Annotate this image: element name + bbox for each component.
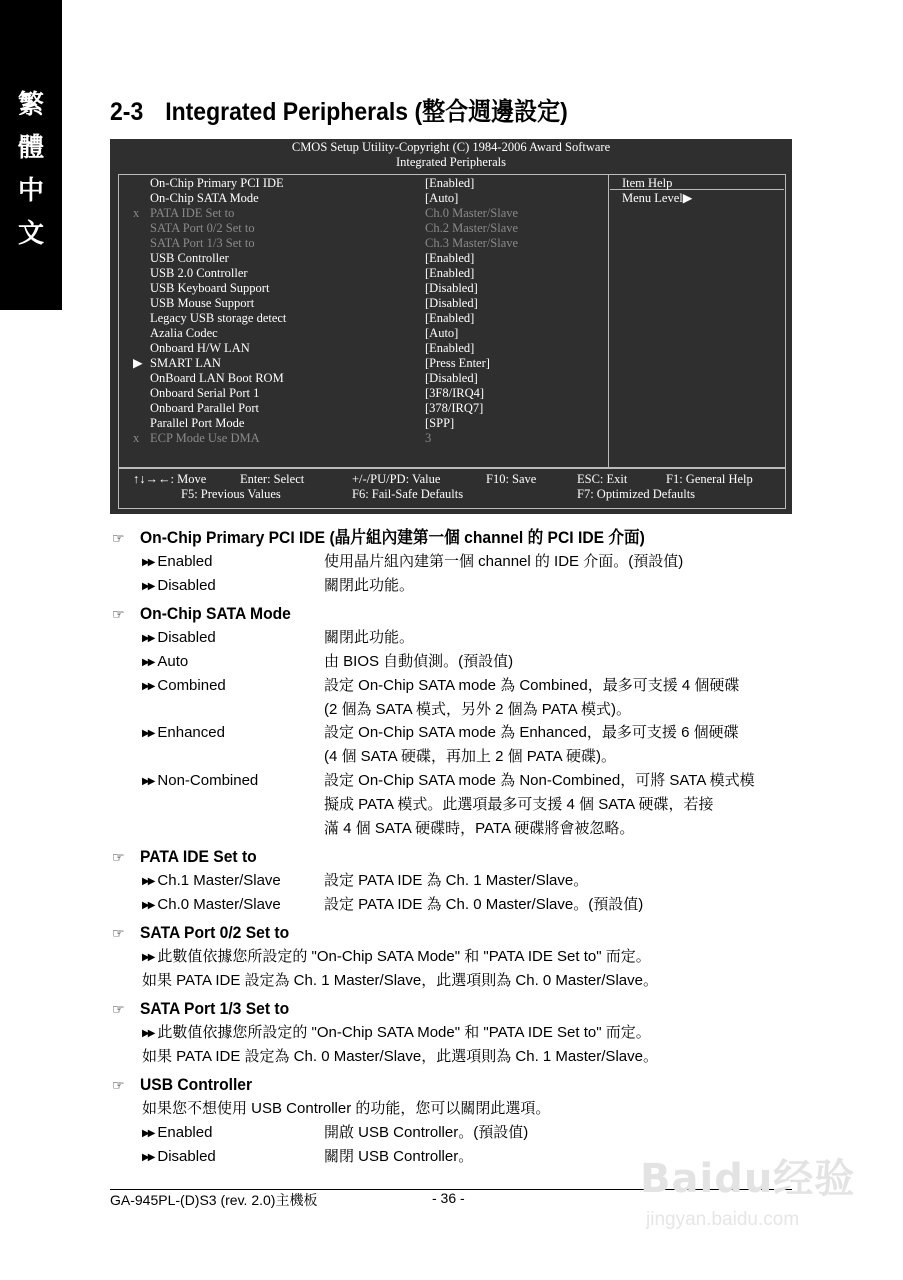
- bios-option-label: Onboard H/W LAN: [150, 341, 250, 355]
- option-combined: ▶▶ Combined: [142, 676, 226, 697]
- option-enhanced: ▶▶ Enhanced: [142, 723, 225, 744]
- bios-option-value[interactable]: [Enabled]: [425, 251, 475, 265]
- section-number: 2-3: [110, 98, 144, 126]
- double-arrow-icon: ▶▶: [142, 1028, 154, 1039]
- bios-option-value[interactable]: [Disabled]: [425, 296, 478, 310]
- bios-option-label: USB Mouse Support: [150, 296, 255, 310]
- row-marker: x: [133, 431, 140, 445]
- key-help-failsafe: F6: Fail-Safe Defaults: [352, 487, 464, 501]
- key-help-exit: ESC: Exit: [577, 472, 628, 486]
- key-help-select: Enter: Select: [240, 472, 305, 486]
- option-disabled: ▶▶ Disabled: [142, 1147, 216, 1168]
- double-arrow-icon: ▶▶: [142, 581, 154, 592]
- pointing-hand-icon: ☞: [112, 530, 125, 546]
- double-arrow-icon: ▶▶: [142, 633, 154, 644]
- heading-sata-port-13: SATA Port 1/3 Set to: [140, 999, 290, 1018]
- bios-option-value: Ch.0 Master/Slave: [425, 206, 519, 220]
- bios-option-value[interactable]: [Enabled]: [425, 311, 475, 325]
- option-ch1: ▶▶ Ch.1 Master/Slave: [142, 871, 281, 892]
- bios-header-title: Integrated Peripherals: [395, 155, 507, 169]
- side-tab-char: 繁: [17, 90, 44, 120]
- option-non-combined: ▶▶ Non-Combined: [142, 771, 258, 792]
- bios-option-label: Legacy USB storage detect: [150, 311, 287, 325]
- double-arrow-icon: ▶▶: [142, 776, 154, 787]
- option-description: 設定 On-Chip SATA mode 為 Combined，最多可支援 4 個硬碟: [324, 677, 740, 694]
- language-side-tab: [0, 0, 62, 310]
- bios-option-label: Onboard Serial Port 1: [150, 386, 260, 400]
- option-disabled: ▶▶ Disabled: [142, 576, 216, 597]
- side-tab-char: 體: [17, 133, 44, 163]
- bios-option-value[interactable]: [Press Enter]: [425, 356, 490, 370]
- pointing-hand-icon: ☞: [112, 606, 125, 622]
- key-help-value: +/-/PU/PD: Value: [352, 472, 441, 486]
- heading-pci-ide: On-Chip Primary PCI IDE (晶片組內建第一個 channel 的 PCI IDE 介面): [140, 528, 645, 547]
- option-description: (4 個 SATA 硬碟，再加上 2 個 PATA 硬碟)。: [324, 748, 616, 765]
- bios-option-value[interactable]: [Auto]: [425, 191, 459, 205]
- bios-option-label: USB Controller: [150, 251, 229, 265]
- bios-option-label: SATA Port 1/3 Set to: [150, 236, 255, 250]
- bios-option-value[interactable]: [SPP]: [425, 416, 455, 430]
- bios-option-label: SATA Port 0/2 Set to: [150, 221, 255, 235]
- double-arrow-icon: ▶▶: [142, 681, 154, 692]
- option-description: 滿 4 個 SATA 硬碟時，PATA 硬碟將會被忽略。: [324, 820, 635, 837]
- key-help-move: ↑↓→←: Move: [133, 472, 207, 486]
- double-arrow-icon: ▶▶: [142, 900, 154, 911]
- option-enabled: ▶▶ Enabled: [142, 1123, 212, 1144]
- bios-option-value: 3: [425, 431, 432, 445]
- bios-option-label: On-Chip SATA Mode: [150, 191, 259, 205]
- bios-header-copyright: CMOS Setup Utility-Copyright (C) 1984-2006 Award Software: [291, 140, 611, 154]
- key-help-save: F10: Save: [486, 472, 537, 486]
- bios-divider: [608, 174, 609, 469]
- option-description: 設定 On-Chip SATA mode 為 Enhanced，最多可支援 6 個硬碟: [324, 724, 739, 741]
- option-description: 關閉此功能。: [324, 629, 415, 646]
- bios-option-value: Ch.3 Master/Slave: [425, 236, 519, 250]
- sata02-note: ▶▶ 此數值依據您所設定的 "On-Chip SATA Mode" 和 "PATA IDE Set to" 而定。: [142, 947, 651, 968]
- option-description: 關閉 USB Controller。: [324, 1148, 474, 1165]
- baidu-watermark: [640, 1147, 860, 1247]
- bios-option-label: OnBoard LAN Boot ROM: [150, 371, 284, 385]
- double-arrow-icon: ▶▶: [142, 1152, 154, 1163]
- option-auto: ▶▶ Auto: [142, 652, 188, 673]
- sata13-note: ▶▶ 此數值依據您所設定的 "On-Chip SATA Mode" 和 "PATA IDE Set to" 而定。: [142, 1023, 651, 1044]
- bios-option-label: Parallel Port Mode: [150, 416, 245, 430]
- bios-option-value[interactable]: [3F8/IRQ4]: [425, 386, 485, 400]
- bios-option-label: On-Chip Primary PCI IDE: [150, 176, 284, 190]
- row-marker: x: [133, 206, 140, 220]
- double-arrow-icon: ▶▶: [142, 557, 154, 568]
- option-enabled: ▶▶ Enabled: [142, 552, 212, 573]
- bios-screenshot: [110, 139, 792, 514]
- option-description: 設定 On-Chip SATA mode 為 Non-Combined，可將 SATA 模式模: [324, 772, 755, 789]
- double-arrow-icon: ▶▶: [142, 657, 154, 668]
- bios-option-value[interactable]: [Enabled]: [425, 176, 475, 190]
- bios-option-value[interactable]: [Disabled]: [425, 371, 478, 385]
- bios-option-value[interactable]: [378/IRQ7]: [425, 401, 484, 415]
- pointing-hand-icon: ☞: [112, 1077, 125, 1093]
- sata02-note-detail: 如果 PATA IDE 設定為 Ch. 1 Master/Slave，此選項則為 Ch. 0 Master/Slave。: [142, 972, 658, 989]
- heading-sata-mode: On-Chip SATA Mode: [140, 604, 291, 623]
- footer-model: GA-945PL-(D)S3 (rev. 2.0)主機板: [110, 1192, 318, 1208]
- double-arrow-icon: ▶▶: [142, 952, 154, 963]
- option-ch0: ▶▶ Ch.0 Master/Slave: [142, 895, 281, 916]
- bios-option-value[interactable]: [Enabled]: [425, 341, 475, 355]
- option-description: 由 BIOS 自動偵測。(預設值): [324, 653, 514, 670]
- heading-sata-port-02: SATA Port 0/2 Set to: [140, 923, 290, 942]
- option-description: 開啟 USB Controller。(預設值): [324, 1124, 529, 1141]
- double-arrow-icon: ▶▶: [142, 876, 154, 887]
- bios-option-label: USB Keyboard Support: [150, 281, 270, 295]
- pointing-hand-icon: ☞: [112, 925, 125, 941]
- bios-option-label: Azalia Codec: [150, 326, 218, 340]
- heading-pata-ide: PATA IDE Set to: [140, 847, 257, 866]
- heading-usb-controller: USB Controller: [140, 1075, 253, 1094]
- option-description: 設定 PATA IDE 為 Ch. 0 Master/Slave。(預設值): [324, 896, 644, 913]
- option-description: (2 個為 SATA 模式，另外 2 個為 PATA 模式)。: [324, 701, 631, 718]
- side-tab-char: 文: [17, 219, 44, 249]
- usb-note: 如果您不想使用 USB Controller 的功能，您可以關閉此選項。: [142, 1100, 551, 1117]
- page-number: - 36 -: [432, 1190, 465, 1206]
- option-description: 使用晶片組內建第一個 channel 的 IDE 介面。(預設值): [324, 553, 684, 570]
- pointing-hand-icon: ☞: [112, 1001, 125, 1017]
- option-description: 擬成 PATA 模式。此選項最多可支援 4 個 SATA 硬碟，若接: [324, 796, 714, 813]
- sata13-note-detail: 如果 PATA IDE 設定為 Ch. 0 Master/Slave，此選項則為 Ch. 1 Master/Slave。: [142, 1048, 658, 1065]
- item-help-title: Item Help: [622, 176, 673, 190]
- key-help-general: F1: General Help: [666, 472, 753, 486]
- bios-option-label: Onboard Parallel Port: [150, 401, 260, 415]
- bios-option-value[interactable]: [Enabled]: [425, 266, 475, 280]
- double-arrow-icon: ▶▶: [142, 1128, 154, 1139]
- section-title: [110, 92, 568, 128]
- item-help-menu-level: Menu Level▶: [622, 191, 693, 205]
- bios-option-value[interactable]: [Disabled]: [425, 281, 478, 295]
- key-help-previous: F5: Previous Values: [181, 487, 281, 501]
- submenu-arrow-icon: ▶: [133, 356, 143, 370]
- bios-option-label: PATA IDE Set to: [150, 206, 235, 220]
- bios-option-label: USB 2.0 Controller: [150, 266, 248, 280]
- option-description: 關閉此功能。: [324, 577, 415, 594]
- key-help-optimized: F7: Optimized Defaults: [577, 487, 696, 501]
- option-disabled: ▶▶ Disabled: [142, 628, 216, 649]
- section-title-text: Integrated Peripherals (整合週邊設定): [165, 98, 568, 126]
- watermark-brand: Baidu经验: [640, 1156, 856, 1202]
- pointing-hand-icon: ☞: [112, 849, 125, 865]
- bios-option-label: ECP Mode Use DMA: [150, 431, 260, 445]
- double-arrow-icon: ▶▶: [142, 728, 154, 739]
- watermark-url: jingyan.baidu.com: [646, 1209, 800, 1230]
- bios-option-value[interactable]: [Auto]: [425, 326, 459, 340]
- bios-option-value: Ch.2 Master/Slave: [425, 221, 519, 235]
- option-description: 設定 PATA IDE 為 Ch. 1 Master/Slave。: [324, 872, 589, 889]
- bios-option-label: SMART LAN: [150, 356, 221, 370]
- side-tab-char: 中: [17, 176, 44, 206]
